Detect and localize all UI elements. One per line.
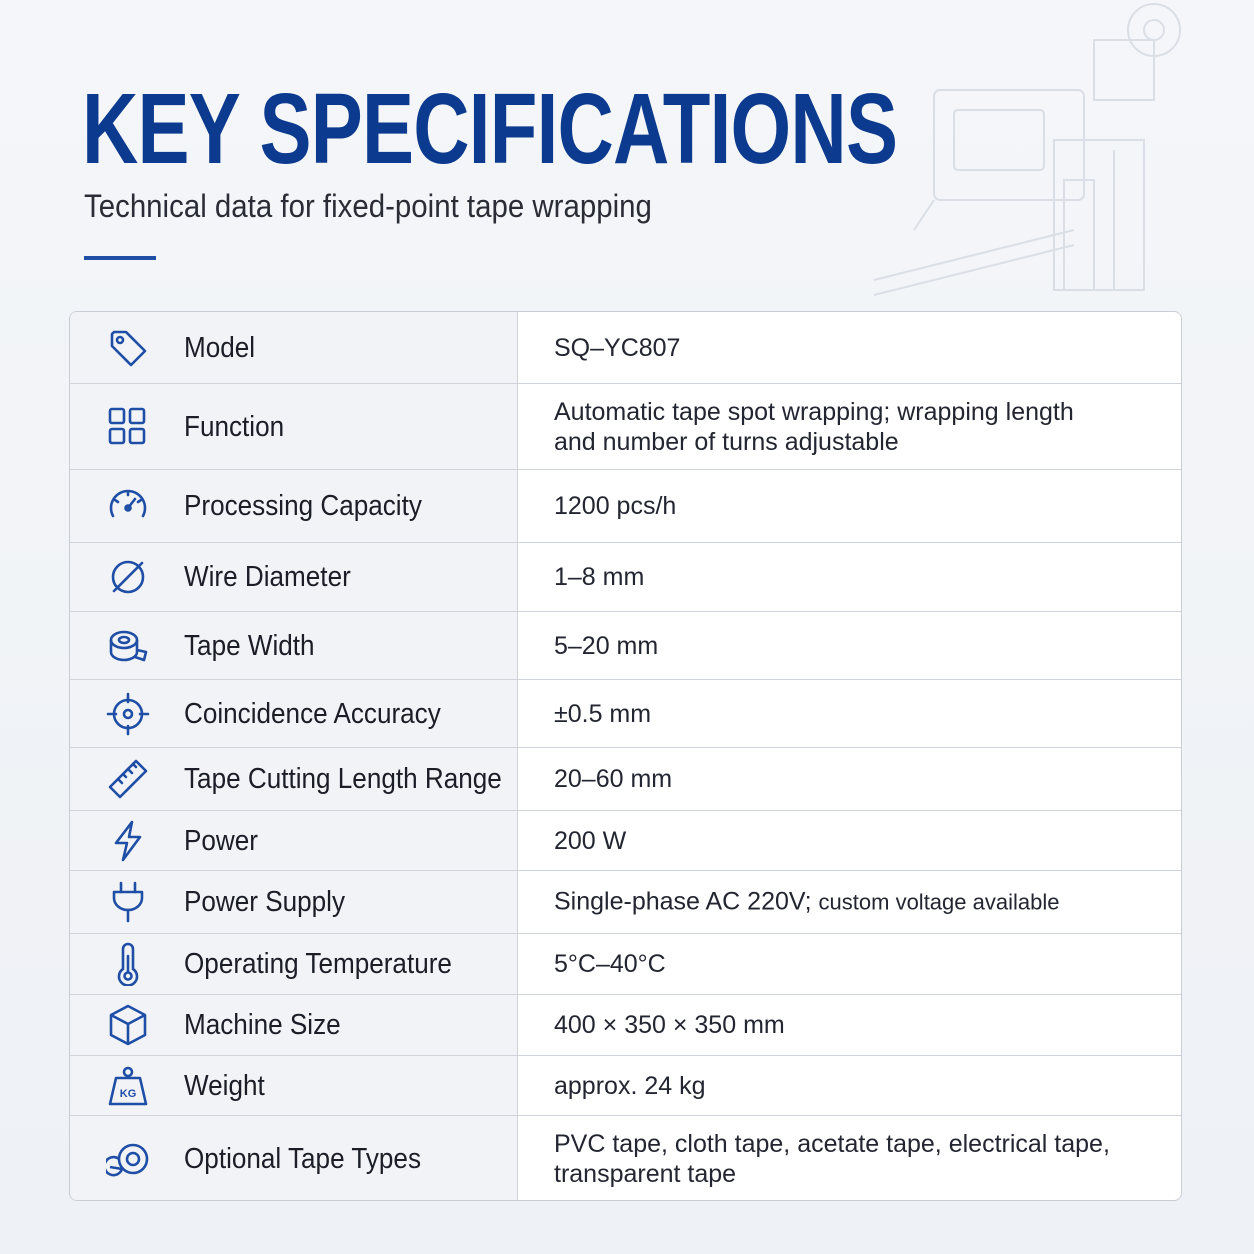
weight-icon-text: KG [119, 1087, 137, 1100]
spec-label-cell [70, 995, 518, 1055]
spec-value: 1200 pcs/h [554, 492, 677, 520]
spec-row-machine-size [70, 994, 1181, 1055]
spec-value: approx. 24 kg [554, 1071, 706, 1100]
thermometer-icon [106, 942, 150, 986]
spec-row-wire-diameter [70, 542, 1181, 611]
lightning-icon [106, 819, 150, 863]
spec-label-cell [70, 384, 518, 469]
spec-row-optional-tape-types [70, 1115, 1181, 1201]
spec-label: Weight [184, 1069, 265, 1102]
spec-label-cell [70, 871, 518, 933]
speedometer-icon [106, 484, 150, 528]
ruler-icon [106, 757, 150, 801]
spec-row-processing-capacity [70, 469, 1181, 542]
spec-row-power [70, 810, 1181, 870]
crosshair-icon [106, 692, 150, 736]
spec-value: 1–8 mm [554, 563, 645, 591]
spec-label: Machine Size [184, 1009, 341, 1041]
tape-rolls-icon [106, 1137, 150, 1181]
spec-row-function [70, 383, 1181, 469]
spec-label: Coincidence Accuracy [184, 697, 441, 730]
spec-value-main: Single-phase AC 220V; [554, 887, 812, 916]
spec-value-note: custom voltage available [818, 889, 1060, 915]
spec-label: Tape Width [184, 629, 315, 662]
accent-divider [84, 256, 156, 260]
spec-label: Power [184, 824, 258, 857]
spec-label-cell [70, 470, 518, 542]
spec-value: Automatic tape spot wrapping; wrapping length and number of turns adjustable [554, 397, 1074, 456]
spec-label: Function [184, 410, 285, 443]
spec-label: Model [184, 331, 256, 364]
cube-icon [106, 1003, 150, 1047]
spec-value: PVC tape, cloth tape, acetate tape, electrical tape, transparent tape [554, 1130, 1110, 1188]
spec-row-power-supply [70, 870, 1181, 933]
spec-row-coincidence-accuracy [70, 679, 1181, 747]
spec-row-tape-width [70, 611, 1181, 679]
spec-row-weight [70, 1055, 1181, 1115]
page-subtitle: Technical data for fixed-point tape wrapping [84, 188, 652, 224]
spec-label-cell [70, 680, 518, 747]
spec-label: Tape Cutting Length Range [184, 763, 502, 795]
spec-value [554, 887, 1121, 918]
spec-value: 20–60 mm [554, 765, 673, 793]
spec-label: Power Supply [184, 886, 346, 918]
spec-value: 200 W [554, 826, 627, 855]
spec-value: ±0.5 mm [554, 699, 652, 728]
spec-label-cell [70, 312, 518, 383]
spec-value: 5°C–40°C [554, 950, 666, 978]
tag-icon [106, 326, 150, 370]
spec-row-operating-temperature [70, 933, 1181, 994]
spec-label-cell [70, 934, 518, 994]
spec-label-cell [70, 612, 518, 679]
spec-label-cell [70, 811, 518, 870]
tape-roll-icon [106, 624, 150, 668]
spec-label: Operating Temperature [184, 948, 452, 980]
spec-value: SQ–YC807 [554, 333, 681, 362]
plug-icon [106, 880, 150, 924]
spec-label-cell [70, 748, 518, 810]
grid-icon [106, 405, 150, 449]
spec-table [69, 311, 1182, 1201]
diameter-icon [106, 555, 150, 599]
weight-kg-icon [106, 1064, 150, 1108]
spec-value: 5–20 mm [554, 631, 659, 660]
spec-label: Optional Tape Types [184, 1143, 422, 1175]
spec-label: Wire Diameter [184, 561, 351, 593]
spec-row-model [70, 312, 1181, 383]
page-title: KEY SPECIFICATIONS [82, 73, 898, 185]
spec-value: 400 × 350 × 350 mm [554, 1011, 785, 1039]
spec-row-tape-cutting-length [70, 747, 1181, 810]
spec-label: Processing Capacity [184, 490, 422, 522]
spec-label-cell [70, 1116, 518, 1201]
spec-label-cell [70, 1056, 518, 1115]
spec-label-cell [70, 543, 518, 611]
